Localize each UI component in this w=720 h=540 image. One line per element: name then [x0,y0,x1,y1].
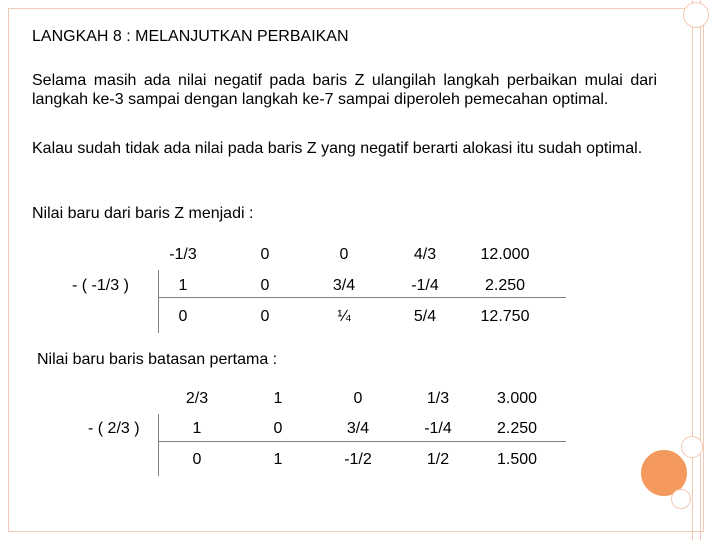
label-new-constraint-row: Nilai baru baris batasan pertama : [37,351,278,368]
table-cell: -1/4 [411,277,439,294]
decor-line [700,0,701,540]
table-cell: 3.000 [496,390,538,407]
table-cell: 2.250 [484,277,526,294]
table-cell: 0 [192,451,202,468]
table-cell: 5/4 [413,308,437,325]
table-cell: 0 [260,246,270,263]
table-cell: 1 [178,277,188,294]
table-cell: 3/4 [346,420,370,437]
table-cell: 2/3 [185,390,209,407]
table-cell: 1/2 [426,451,450,468]
row-multiplier: - ( 2/3 ) [88,420,140,437]
table-cell: 0 [353,390,363,407]
table-cell: 0 [260,277,270,294]
table-cell: 1 [273,390,283,407]
table-cell: 3/4 [332,277,356,294]
table-cell: 12.000 [480,246,530,263]
table-cell: 1 [273,451,283,468]
table-cell: -1/4 [424,420,452,437]
table-cell: 0 [178,308,188,325]
table-cell: 4/3 [413,246,437,263]
table-cell: 1/3 [426,390,450,407]
decor-circle [683,2,709,28]
table-cell: 12.750 [480,308,530,325]
label-new-z-row: Nilai baru dari baris Z menjadi : [32,205,254,222]
decor-circle [681,436,703,458]
table-cell: 0 [273,420,283,437]
sum-divider [158,297,566,298]
decor-circle [671,489,691,509]
paragraph-note: Kalau sudah tidak ada nilai pada baris Z yang negatif berarti alokasi itu sudah optimal. [32,140,643,157]
sum-divider [158,441,566,442]
table-cell: ¼ [337,308,351,325]
decor-line [692,0,693,540]
table-cell: 1.500 [496,451,538,468]
table-cell: 0 [339,246,349,263]
page-title: LANGKAH 8 : MELANJUTKAN PERBAIKAN [32,28,349,45]
table-cell: 1 [192,420,202,437]
paragraph-instructions: Selama masih ada nilai negatif pada baris Z ulangilah langkah perbaikan mulai dari langkah ke-3 sampai dengan langkah ke-7 sampai diperoleh pemecahan optimal. [32,72,657,108]
row-multiplier: - ( -1/3 ) [72,277,129,294]
table-cell: -1/3 [169,246,197,263]
table-cell: 2.250 [496,420,538,437]
table-cell: 0 [260,308,270,325]
table-cell: -1/2 [344,451,372,468]
